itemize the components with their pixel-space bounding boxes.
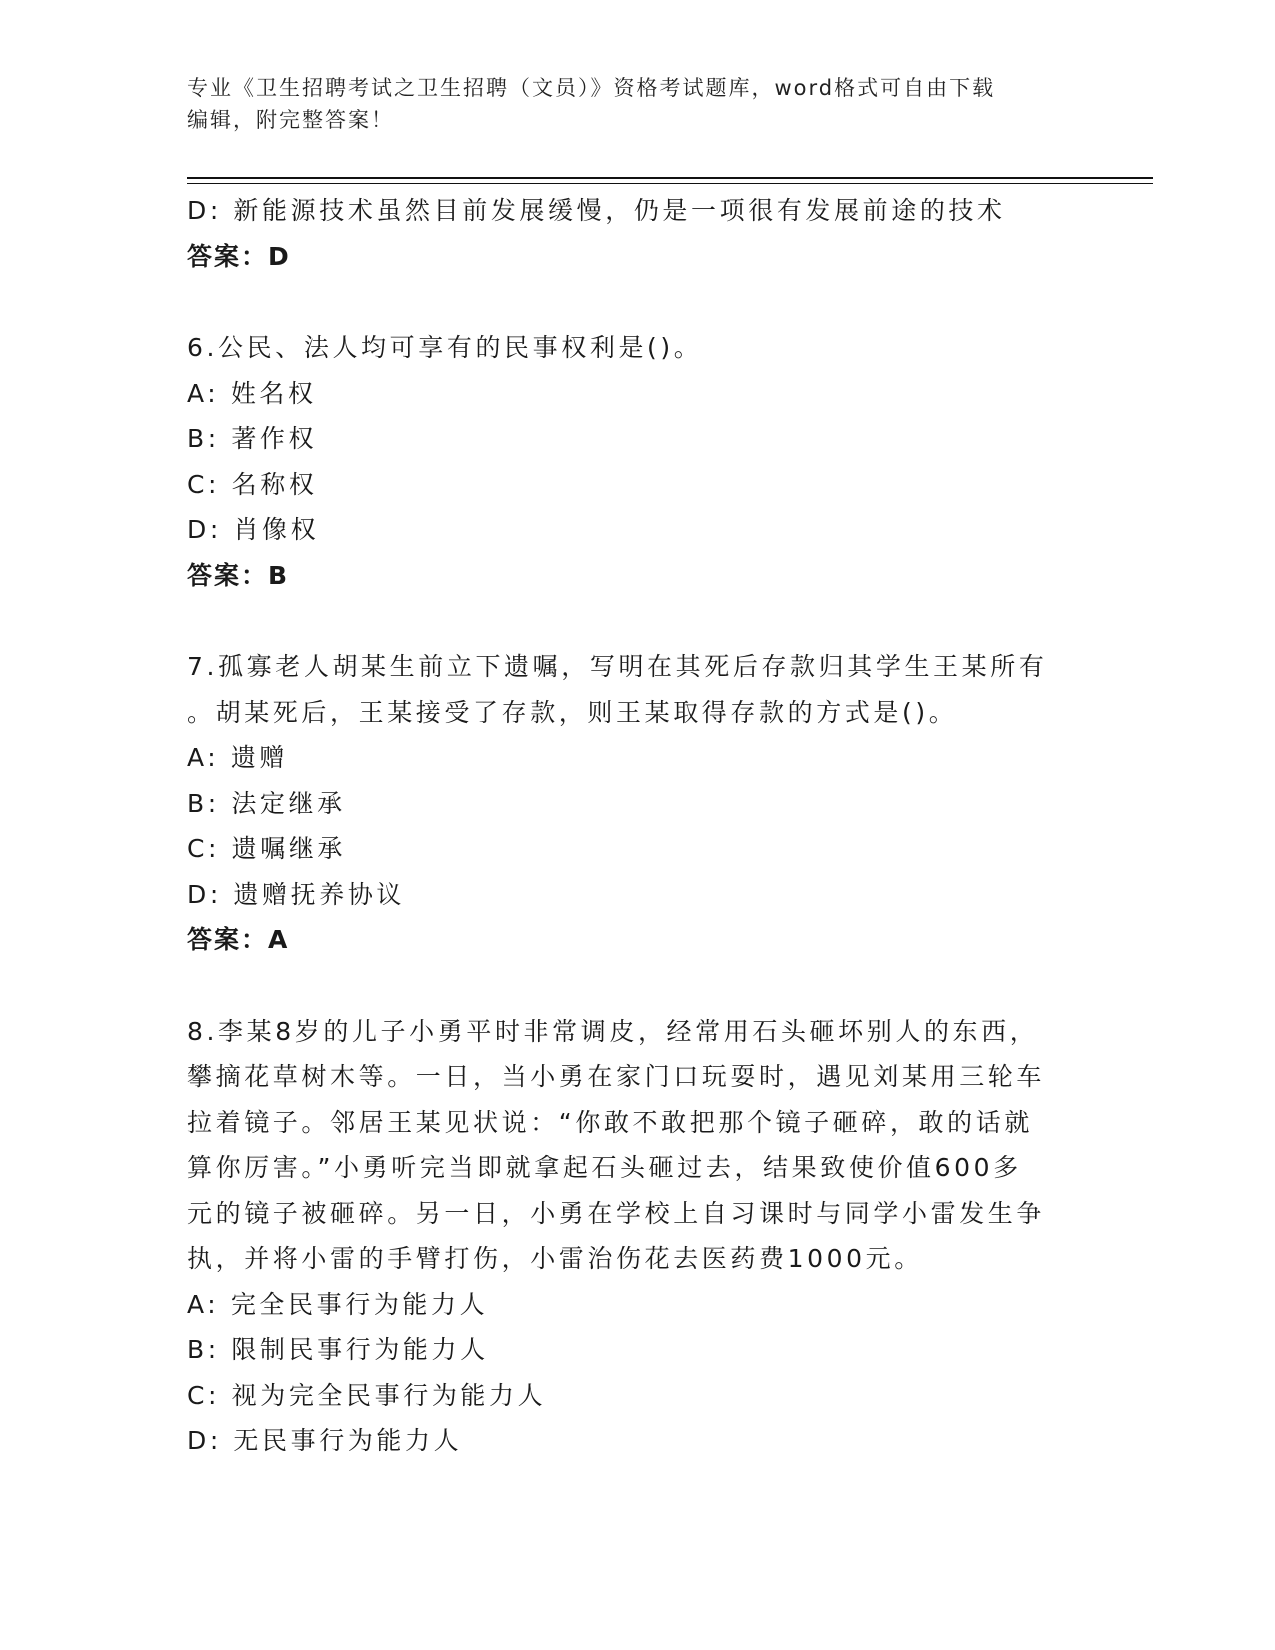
q8-option-c: C: 视为完全民事行为能力人 <box>187 1380 547 1410</box>
header-rule-thick <box>187 177 1153 179</box>
q8-stem-line-5: 元的镜子被砸碎。另一日，小勇在学校上自习课时与同学小雷发生争 <box>187 1198 1046 1228</box>
q6-option-a: A: 姓名权 <box>187 378 317 408</box>
question-5 <box>187 188 1087 279</box>
q6-stem: 6.公民、法人均可享有的民事权利是()。 <box>187 333 703 362</box>
q7-stem-line-1: 7.孤寡老人胡某生前立下遗嘱，写明在其死后存款归其学生王某所有 <box>187 652 1048 681</box>
q5-option-d: D: 新能源技术虽然目前发展缓慢，仍是一项很有发展前途的技术 <box>187 196 1006 225</box>
q7-option-c: C: 遗嘱继承 <box>187 834 347 863</box>
q6-answer: 答案：B <box>187 560 290 590</box>
q7-stem-line-2: 。胡某死后，王某接受了存款，则王某取得存款的方式是()。 <box>187 697 958 727</box>
q8-stem-line-4: 算你厉害。”小勇听完当即就拿起石头砸过去，结果致使价值600多 <box>187 1153 1022 1182</box>
q5-answer: 答案：D <box>187 241 291 271</box>
q8-stem-line-6: 执，并将小雷的手臂打伤，小雷治伤花去医药费1000元。 <box>187 1244 923 1273</box>
header-rule-thin <box>187 183 1153 184</box>
spacer <box>187 598 1087 644</box>
q6-option-d: D: 肖像权 <box>187 515 320 544</box>
q6-option-b: B: 著作权 <box>187 424 318 453</box>
q8-stem-line-1: 8.李某8岁的儿子小勇平时非常调皮，经常用石头砸坏别人的东西， <box>187 1016 1039 1046</box>
q8-option-a: A: 完全民事行为能力人 <box>187 1289 489 1319</box>
page-header <box>187 72 1087 136</box>
question-list <box>187 188 1087 1464</box>
question-7 <box>187 644 1087 963</box>
header-line-1: 专业《卫生招聘考试之卫生招聘（文员）》资格考试题库，word格式可自由下载 <box>187 76 996 100</box>
q7-option-d: D: 遗赠抚养协议 <box>187 879 406 909</box>
spacer <box>187 279 1087 325</box>
q8-stem-line-2: 攀摘花草树木等。一日，当小勇在家门口玩耍时，遇见刘某用三轮车 <box>187 1062 1046 1091</box>
q6-option-c: C: 名称权 <box>187 469 318 499</box>
q8-stem-line-3: 拉着镜子。邻居王某见状说：“你敢不敢把那个镜子砸碎，敢的话就 <box>187 1107 1033 1137</box>
q7-option-a: A: 遗赠 <box>187 743 289 772</box>
question-8 <box>187 1009 1087 1464</box>
spacer <box>187 963 1087 1009</box>
q7-option-b: B: 法定继承 <box>187 788 346 818</box>
question-6 <box>187 325 1087 598</box>
q7-answer: 答案：A <box>187 925 290 954</box>
header-line-2: 编辑，附完整答案！ <box>187 108 394 132</box>
q8-option-b: B: 限制民事行为能力人 <box>187 1335 489 1364</box>
q8-option-d: D: 无民事行为能力人 <box>187 1426 463 1455</box>
